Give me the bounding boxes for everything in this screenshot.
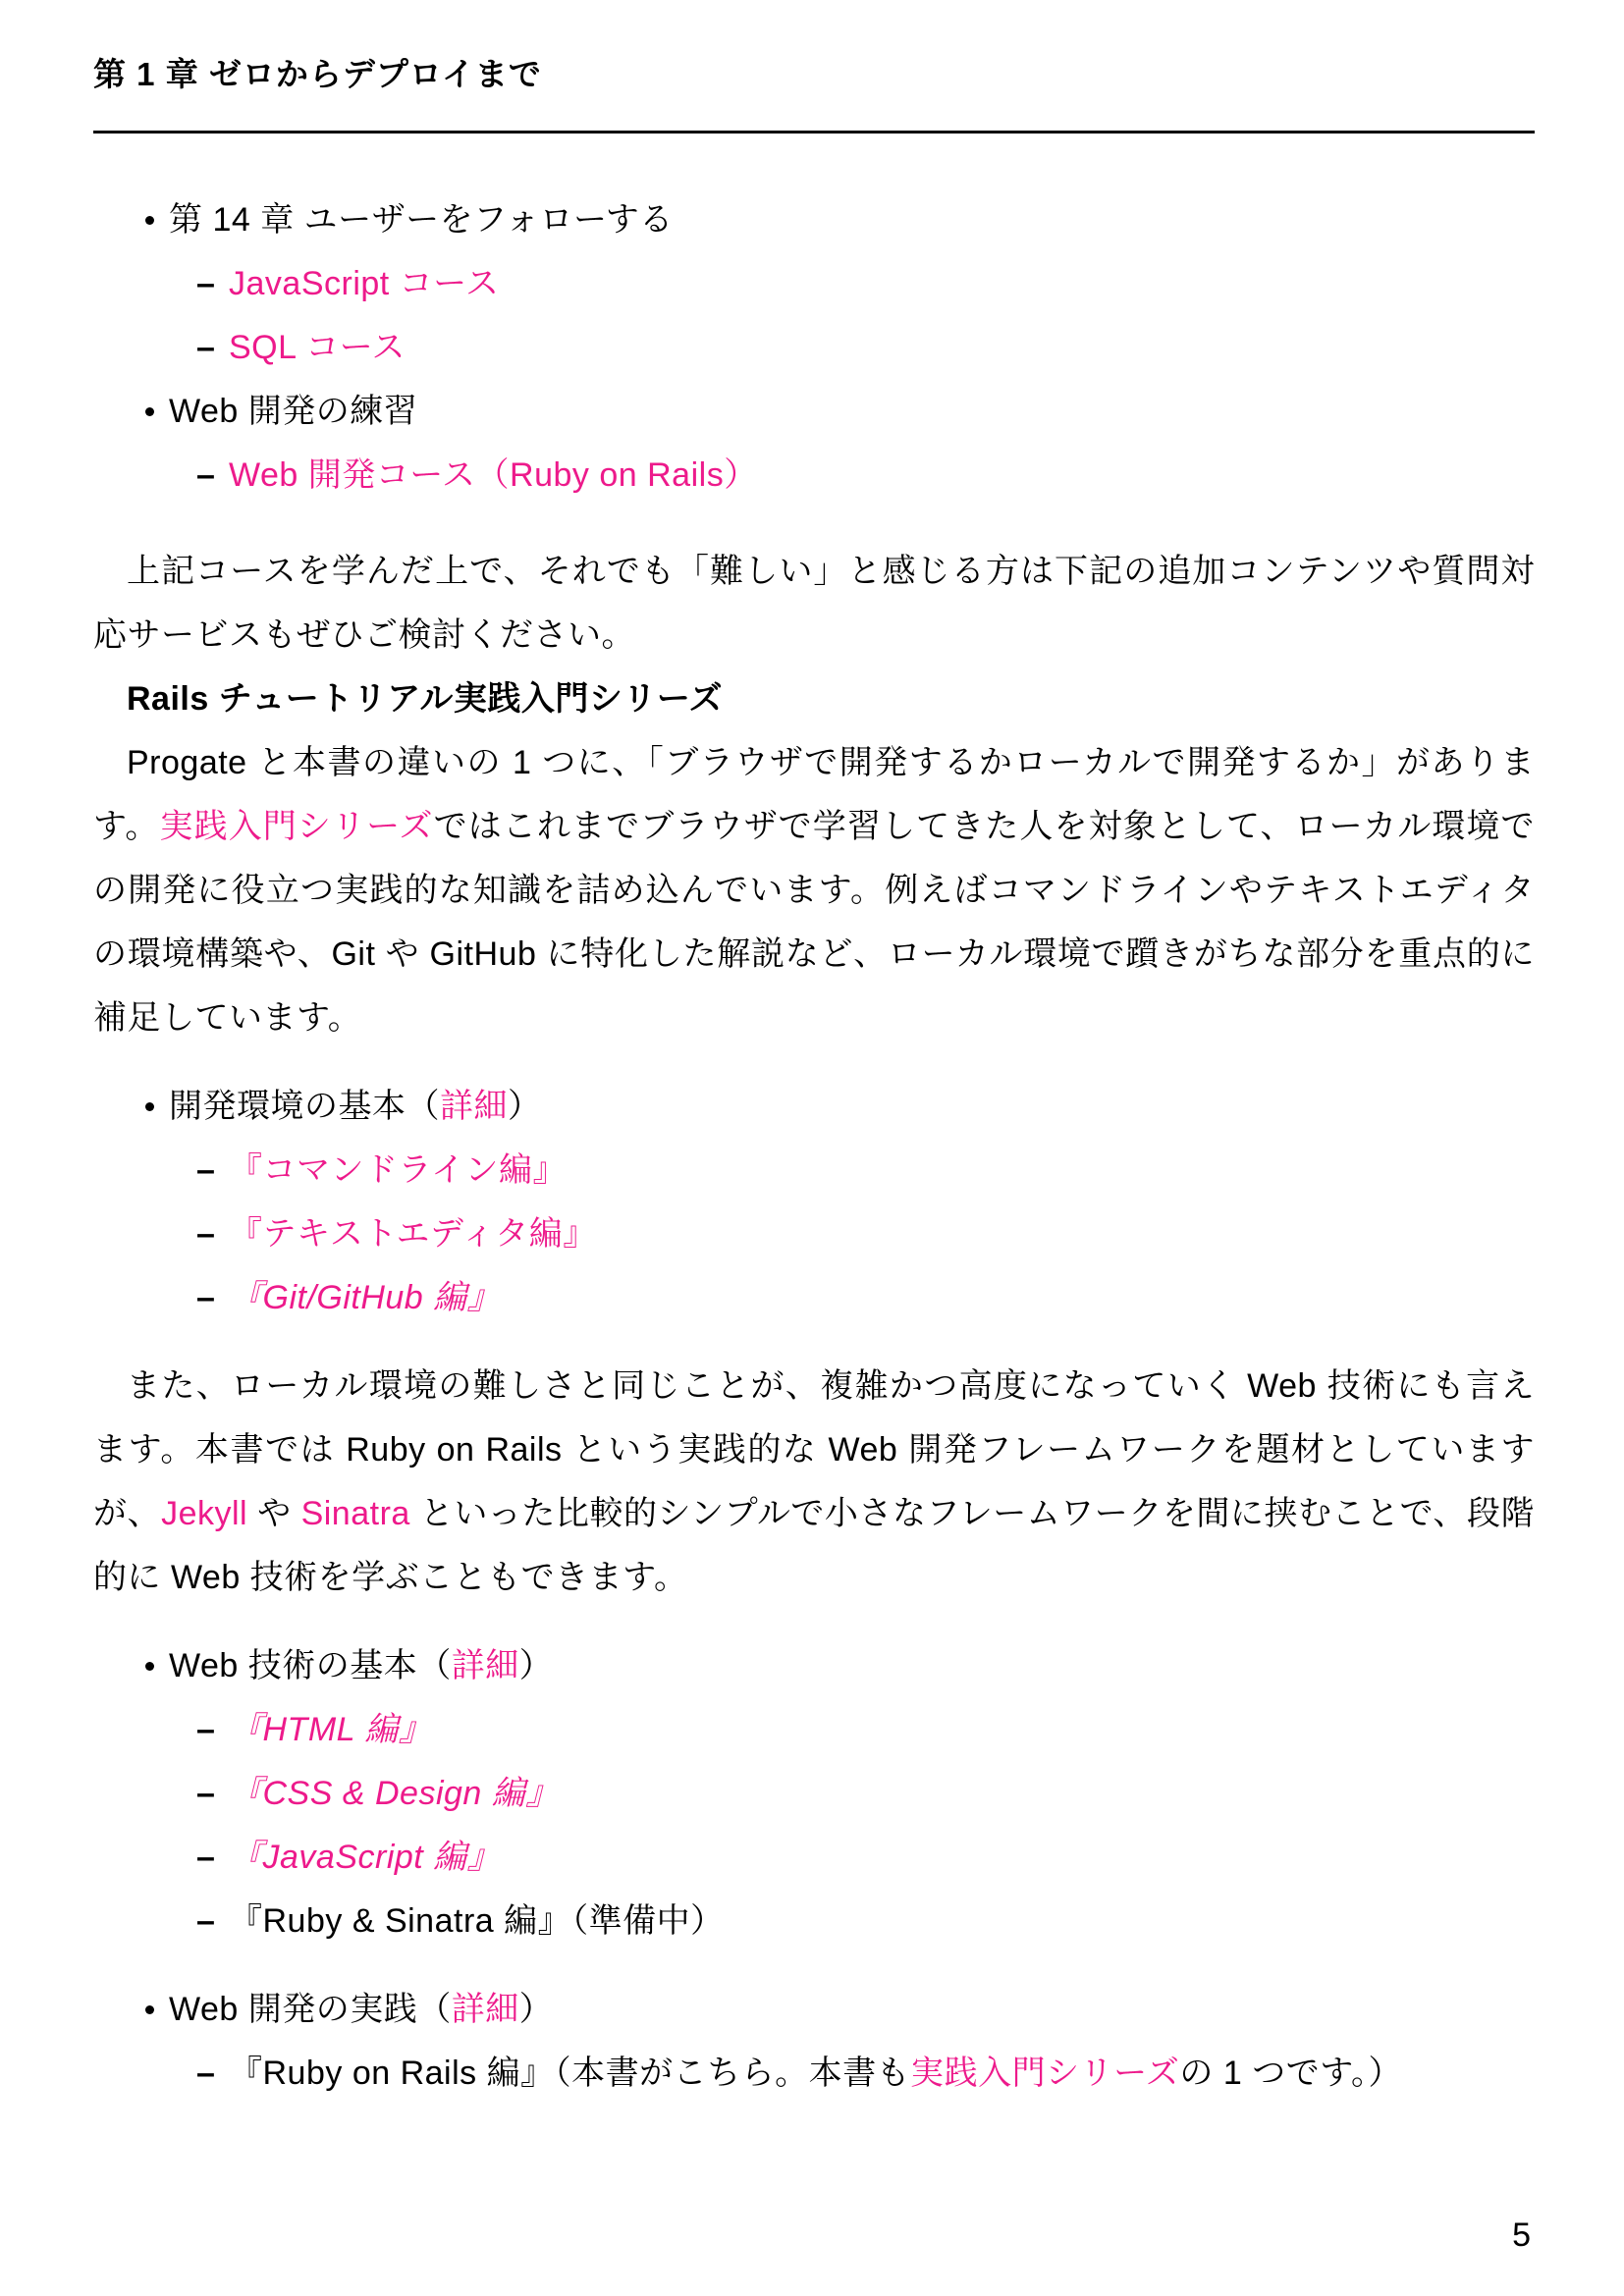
dash-icon bbox=[196, 1698, 215, 1762]
link-jekyll[interactable]: Jekyll bbox=[161, 1495, 248, 1532]
bullet-icon bbox=[145, 1102, 154, 1111]
link-css-design-book[interactable]: 『CSS & Design 編』 bbox=[229, 1775, 560, 1812]
label-text: の 1 つです。） bbox=[1179, 2055, 1403, 2092]
list-item-label bbox=[229, 2055, 1402, 2092]
bullet-icon bbox=[145, 216, 154, 225]
dash-icon bbox=[196, 1826, 215, 1890]
list-item-label: 第 14 章 ユーザーをフォローする bbox=[169, 201, 674, 239]
list-subitem-javascript bbox=[93, 1826, 1535, 1890]
link-details-dev-env[interactable]: 詳細 bbox=[440, 1088, 508, 1125]
dash-icon bbox=[196, 2042, 215, 2106]
series-heading bbox=[93, 667, 1535, 731]
label-text: 『Ruby on Rails 編』（本書がこちら。本書も bbox=[229, 2055, 911, 2092]
link-sinatra[interactable]: Sinatra bbox=[300, 1495, 410, 1532]
paragraph-frameworks bbox=[93, 1355, 1535, 1610]
bullet-icon bbox=[145, 1662, 154, 1671]
chapter-title: 第 1 章 ゼロからデプロイまで bbox=[93, 56, 542, 92]
dash-icon bbox=[196, 444, 215, 507]
paragraph-progate bbox=[93, 731, 1535, 1050]
web-dev-list bbox=[93, 1978, 1535, 2106]
list-item-label bbox=[169, 1088, 542, 1125]
list-subitem-css-design bbox=[93, 1762, 1535, 1826]
label-text: Web 開発の実践（ bbox=[169, 1991, 452, 2028]
list-subitem-ruby-on-rails bbox=[93, 2042, 1535, 2106]
paragraph-text: や bbox=[247, 1495, 301, 1532]
list-item-label: 『Ruby & Sinatra 編』（準備中） bbox=[229, 1902, 725, 1940]
list-subitem-javascript-course bbox=[93, 252, 1535, 316]
paragraph-text: ではこれまでブラウザで学習してきた人を対象として、ローカル環境での開発に役立つ実践的な知識を詰め込んでいます。例えばコマンドラインやテキストエディタの環境構築や、Git や GitHub に特化した解説など、ローカル環境で躓きがちな部分を重点的に補足しています。 bbox=[93, 808, 1536, 1037]
list-subitem-sql-course bbox=[93, 316, 1535, 380]
dash-icon bbox=[196, 1890, 215, 1953]
link-details-web-dev[interactable]: 詳細 bbox=[451, 1991, 519, 2028]
link-jissen-series-2[interactable]: 実践入門シリーズ bbox=[910, 2055, 1180, 2092]
label-text: 開発環境の基本（ bbox=[169, 1088, 440, 1125]
web-tech-list bbox=[93, 1634, 1535, 1953]
paragraph-text: Progate と本書の違いの 1 つに、「ブラウザで開発するかローカルで開発するか」があります。 bbox=[93, 744, 1535, 845]
dash-icon bbox=[196, 316, 215, 380]
dash-icon bbox=[196, 1762, 215, 1826]
list-subitem-webdev-course bbox=[93, 444, 1535, 507]
series-heading-text: Rails チュートリアル実践入門シリーズ bbox=[127, 680, 724, 718]
label-text: ） bbox=[518, 1647, 554, 1684]
bullet-icon bbox=[145, 2005, 154, 2014]
link-sql-course[interactable]: SQL コース bbox=[229, 329, 406, 366]
paragraph-text: といった比較的シンプルで小さなフレームワークを間に挟むことで、段階的に Web 技術を学ぶこともできます。 bbox=[93, 1495, 1535, 1596]
list-item-dev-env-basics bbox=[93, 1075, 1535, 1139]
link-javascript-course[interactable]: JavaScript コース bbox=[229, 265, 500, 302]
dash-icon bbox=[196, 252, 215, 316]
dash-icon bbox=[196, 1266, 215, 1330]
label-text: ） bbox=[518, 1991, 554, 2028]
list-item-web-dev-practice bbox=[93, 1978, 1535, 2042]
list-subitem-ruby-sinatra bbox=[93, 1890, 1535, 1953]
link-javascript-book[interactable]: 『JavaScript 編』 bbox=[229, 1839, 502, 1876]
dash-icon bbox=[196, 1139, 215, 1202]
list-item-webdev-practice bbox=[93, 380, 1535, 444]
list-subitem-html bbox=[93, 1698, 1535, 1762]
paragraph-intro bbox=[93, 540, 1535, 667]
label-text: ） bbox=[508, 1088, 542, 1125]
list-subitem-git-github bbox=[93, 1266, 1535, 1330]
list-item-label: Web 開発の練習 bbox=[169, 393, 418, 430]
list-item-label bbox=[169, 1647, 553, 1684]
list-subitem-commandline bbox=[93, 1139, 1535, 1202]
list-subitem-texteditor bbox=[93, 1202, 1535, 1266]
list-item-chapter14 bbox=[93, 188, 1535, 252]
list-item-web-tech-basics bbox=[93, 1634, 1535, 1698]
link-commandline-book[interactable]: 『コマンドライン編』 bbox=[229, 1151, 567, 1189]
label-text: Web 技術の基本（ bbox=[169, 1647, 452, 1684]
link-html-book[interactable]: 『HTML 編』 bbox=[229, 1711, 433, 1748]
list-item-label bbox=[169, 1991, 553, 2028]
link-details-web-tech[interactable]: 詳細 bbox=[451, 1647, 519, 1684]
link-texteditor-book[interactable]: 『テキストエディタ編』 bbox=[229, 1215, 597, 1253]
paragraph-text: また、ローカル環境の難しさと同じことが、複雑かつ高度になっていく Web 技術にも言えます。本書では Ruby on Rails という実践的な Web 開発フレームワークを題材としていますが、 bbox=[93, 1367, 1535, 1532]
link-web-dev-course[interactable]: Web 開発コース（Ruby on Rails） bbox=[229, 456, 758, 494]
dev-env-list bbox=[93, 1075, 1535, 1330]
bullet-icon bbox=[145, 407, 154, 416]
course-list bbox=[93, 188, 1535, 507]
dash-icon bbox=[196, 1202, 215, 1266]
page-header bbox=[93, 0, 1535, 133]
page-number: 5 bbox=[1512, 2216, 1531, 2254]
link-jissen-series-1[interactable]: 実践入門シリーズ bbox=[159, 808, 434, 845]
paragraph-text: 上記コースを学んだ上で、それでも「難しい」と感じる方は下記の追加コンテンツや質問対応サービスもぜひご検討ください。 bbox=[93, 553, 1535, 654]
link-git-github-book[interactable]: 『Git/GitHub 編』 bbox=[229, 1279, 502, 1316]
